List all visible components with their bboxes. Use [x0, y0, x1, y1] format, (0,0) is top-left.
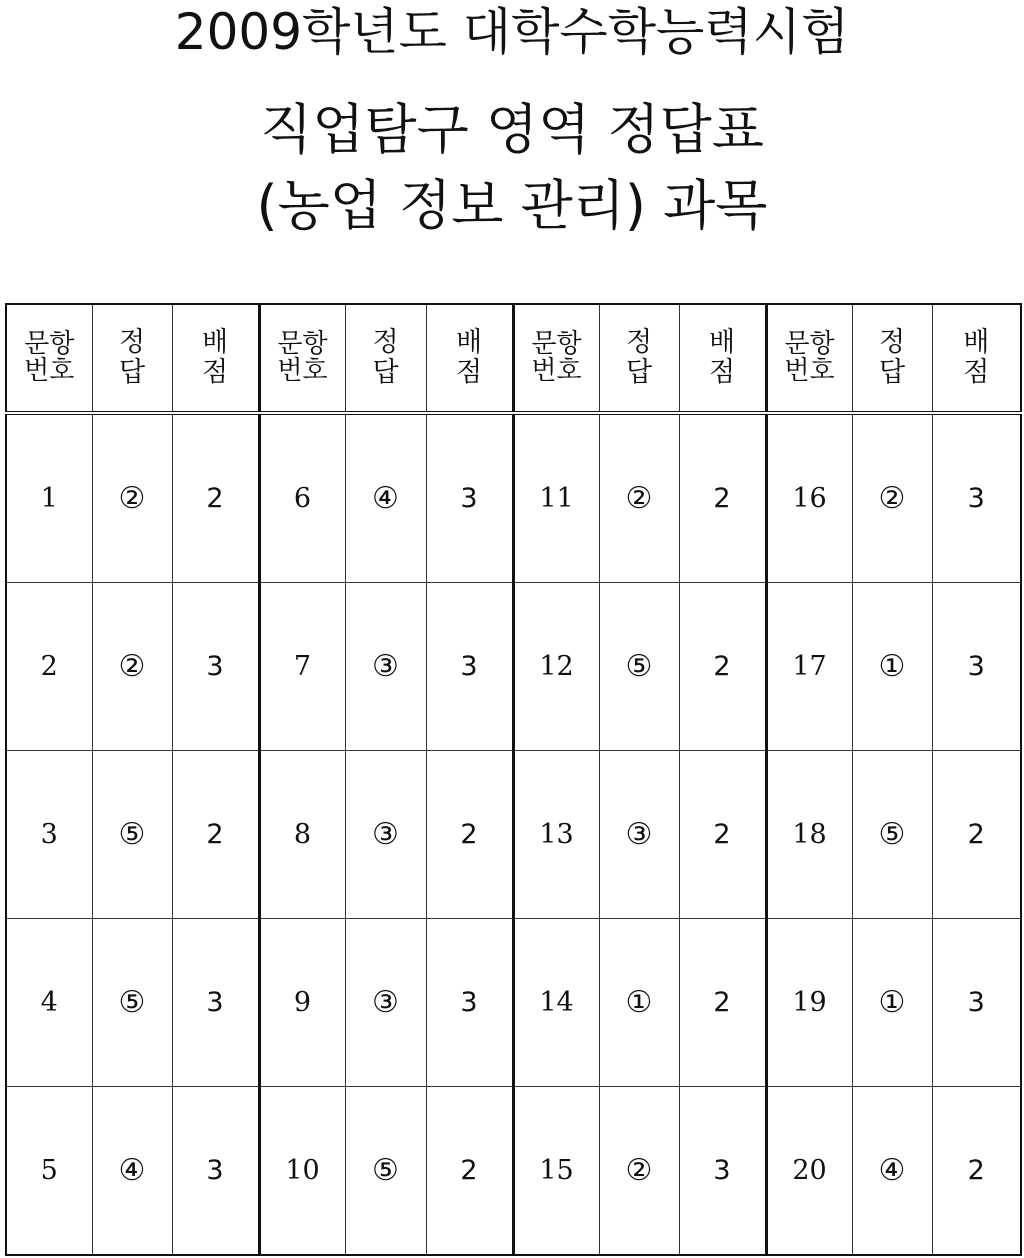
table-row [6, 413, 1021, 583]
answer-choice: ② [599, 1087, 679, 1256]
points-value: 3 [426, 413, 513, 583]
answer-header: 정 답 [852, 304, 932, 413]
answer-choice: ② [92, 413, 172, 583]
answer-key-table [5, 303, 1022, 1256]
question-number-header: 문항 번호 [513, 304, 599, 413]
answer-sheet-title: 직업탐구 영역 정답표 [260, 98, 764, 161]
exam-title: 2009학년도 대학수학능력시험 [174, 3, 850, 61]
question-number: 15 [513, 1087, 599, 1256]
table-row [6, 583, 1021, 751]
table-row [6, 919, 1021, 1087]
points-header: 배 점 [932, 304, 1021, 413]
points-header: 배 점 [679, 304, 766, 413]
question-number: 6 [259, 413, 345, 583]
question-number: 11 [513, 413, 599, 583]
answer-header: 정 답 [599, 304, 679, 413]
question-number: 9 [259, 919, 345, 1087]
subject-title: (농업 정보 관리) 과목 [256, 174, 768, 237]
points-value: 2 [679, 413, 766, 583]
points-value: 2 [426, 1087, 513, 1256]
answer-choice: ② [92, 583, 172, 751]
points-value: 3 [172, 919, 259, 1087]
points-value: 3 [426, 919, 513, 1087]
answer-choice: ③ [345, 919, 426, 1087]
answer-choice: ⑤ [345, 1087, 426, 1256]
points-value: 3 [426, 583, 513, 751]
question-number: 16 [766, 413, 852, 583]
answer-choice: ③ [345, 583, 426, 751]
points-value: 2 [932, 1087, 1021, 1256]
points-value: 3 [172, 583, 259, 751]
question-number: 3 [6, 751, 92, 919]
question-number: 17 [766, 583, 852, 751]
points-value: 3 [679, 1087, 766, 1256]
answer-choice: ① [852, 919, 932, 1087]
answer-choice: ⑤ [92, 919, 172, 1087]
question-number: 1 [6, 413, 92, 583]
answer-choice: ⑤ [852, 751, 932, 919]
question-number: 18 [766, 751, 852, 919]
question-number-header: 문항 번호 [6, 304, 92, 413]
answer-choice: ① [599, 919, 679, 1087]
points-value: 2 [679, 751, 766, 919]
answer-choice: ③ [599, 751, 679, 919]
question-number: 12 [513, 583, 599, 751]
points-value: 2 [679, 919, 766, 1087]
question-number: 5 [6, 1087, 92, 1256]
question-number: 10 [259, 1087, 345, 1256]
answer-choice: ④ [92, 1087, 172, 1256]
points-header: 배 점 [426, 304, 513, 413]
points-value: 3 [172, 1087, 259, 1256]
answer-choice: ④ [852, 1087, 932, 1256]
answer-choice: ④ [345, 413, 426, 583]
header-row [6, 304, 1021, 413]
question-number: 13 [513, 751, 599, 919]
points-value: 3 [932, 583, 1021, 751]
question-number: 7 [259, 583, 345, 751]
points-value: 2 [426, 751, 513, 919]
points-value: 2 [172, 751, 259, 919]
points-value: 2 [932, 751, 1021, 919]
points-value: 3 [932, 413, 1021, 583]
points-value: 3 [932, 919, 1021, 1087]
answer-choice: ② [599, 413, 679, 583]
question-number: 14 [513, 919, 599, 1087]
question-number: 20 [766, 1087, 852, 1256]
points-value: 2 [679, 583, 766, 751]
answer-header: 정 답 [345, 304, 426, 413]
points-value: 2 [172, 413, 259, 583]
question-number: 4 [6, 919, 92, 1087]
question-number-header: 문항 번호 [766, 304, 852, 413]
question-number: 8 [259, 751, 345, 919]
question-number: 2 [6, 583, 92, 751]
answer-header: 정 답 [92, 304, 172, 413]
answer-choice: ③ [345, 751, 426, 919]
answer-choice: ⑤ [92, 751, 172, 919]
answer-choice: ② [852, 413, 932, 583]
points-header: 배 점 [172, 304, 259, 413]
table-row [6, 1087, 1021, 1256]
question-number: 19 [766, 919, 852, 1087]
answer-choice: ① [852, 583, 932, 751]
question-number-header: 문항 번호 [259, 304, 345, 413]
table-row [6, 751, 1021, 919]
answer-choice: ⑤ [599, 583, 679, 751]
